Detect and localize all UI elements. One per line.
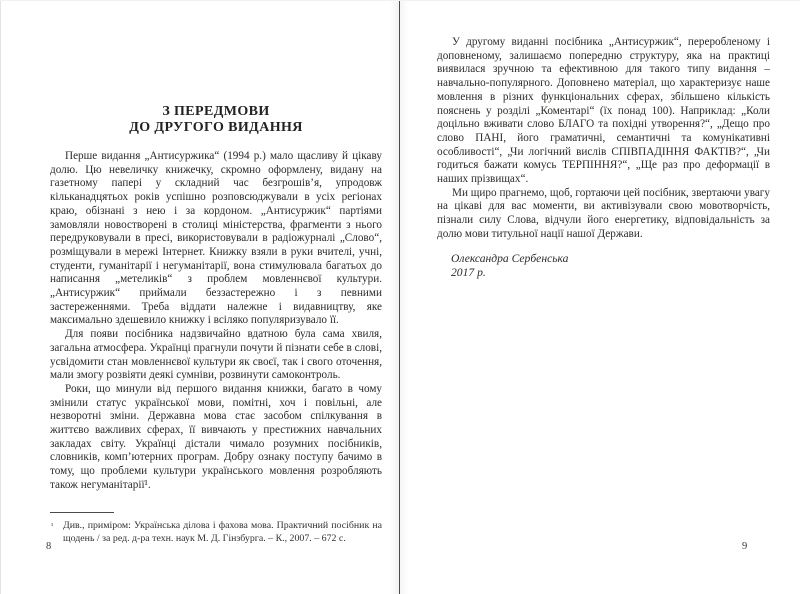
page-number-left: 8 (46, 541, 52, 552)
footnote-marker: ¹ (51, 521, 54, 530)
paragraph: Роки, що минули від першого видання книжки, багато в чому змінили статус української мови, помітні, хоч і повільні, але незворотні зміни. Державна мова стає засобом спілкування в життєво важливих сферах, її вивчають у престижних навчальних закладах світу. Українці дістали чимало розумних посібників, словників, комп’ютерних програм. Добру ознаку поступу бачимо в тому, що проблеми культури українського мовлення розробляють також негуманітарії¹. (50, 382, 382, 491)
signature-name: Олександра Сербенська (451, 252, 569, 265)
page-right (400, 0, 800, 594)
scan-edge-left (0, 0, 1, 594)
footnote-text: Див., приміром: Українська ділова і фахова мова. Практичний посібник на щодень / за ред. д-ра техн. наук М. Д. Гінзбурга. – К., 2007. – 672 с. (63, 520, 382, 545)
footnote-body (50, 519, 382, 546)
chapter-heading-line-2: ДО ДРУГОГО ВИДАННЯ (129, 119, 303, 135)
page-number-right: 9 (742, 541, 748, 552)
right-page-body (437, 36, 770, 242)
left-page-body (50, 150, 382, 493)
page-fold-shadow-left (390, 0, 399, 594)
author-signature (451, 252, 568, 280)
paragraph: Перше видання „Антисуржика“ (1994 р.) мало щасливу й цікаву долю. Цю невеличку книжечку, скромно оформлену, видану на газетному папері у складний час безгрошів’я, упродовж кільканадцятьох років успішно розповсюджували в усіх регіонах краю, обізнані з нею і за кордоном. „Антисуржик“ партіями замовляли новостворені в столиці міністерства, фрагменти з нього передруковували в пресі, використовували в радіожурналі „Слово“, розміщували в мережі Інтернет. Книжку взяли в руки вчителі, учні, студенти, гуманітарії і негуманітарії, вона стимулювала багатьох до написання „метеликів“ з проблем мовленнєвої культури. „Антисуржик“ приймали беззастережно і з певними застереженнями. Треба віддати належне і видавництву, яке максимально здешевило книжку і всіляко популяризувало її. (50, 150, 382, 327)
paragraph: Для появи посібника надзвичайно вдатною була сама хвиля, загальна атмосфера. Українці прагнули почути й пізнати себе в слові, усвідомити стан мовленнєвої культури як своєї, так і свого оточення, мали змогу розвіяти деякі сумніви, розвинути самоконтроль. (50, 328, 382, 382)
footnote (50, 512, 382, 546)
paragraph: У другому виданні посібника „Антисуржик“, переробленому і доповненому, залишаємо попередню структуру, яка на практиці виявилася зручною та ефективною для такого типу видання – навчально-популярного. Доповнено матеріал, що характеризує наше мовлення в різних функціональних сферах, збільшено кількість пояснень у розділі „Коментарі“ (їх понад 100). Наприклад: „Коли доцільно вживати слово БЛАГО та похідні утворення?“, „Дещо про слово ПАНІ, його граматичні, семантичні та комунікативні особливості“, „Чи логічний вислів СПІВПАДІННЯ ФАКТІВ?“, „Чи годиться бажати комусь ТЕРПІННЯ?“, „Ще раз про деформації в наших прізвищах“. (437, 36, 770, 186)
chapter-heading-line-1: З ПЕРЕДМОВИ (162, 104, 270, 119)
signature-year: 2017 р. (451, 266, 486, 279)
chapter-heading (50, 104, 382, 135)
paragraph: Ми щиро прагнемо, щоб, гортаючи цей посібник, звертаючи увагу на цікаві для вас моменти, ви активізували свою мовотворчість, пізнали силу Слова, відчули його енергетику, відповідальність за долю мови титульної нації нашої Держави. (437, 186, 770, 240)
footnote-divider (50, 512, 114, 513)
scan-edge-top (0, 0, 800, 1)
